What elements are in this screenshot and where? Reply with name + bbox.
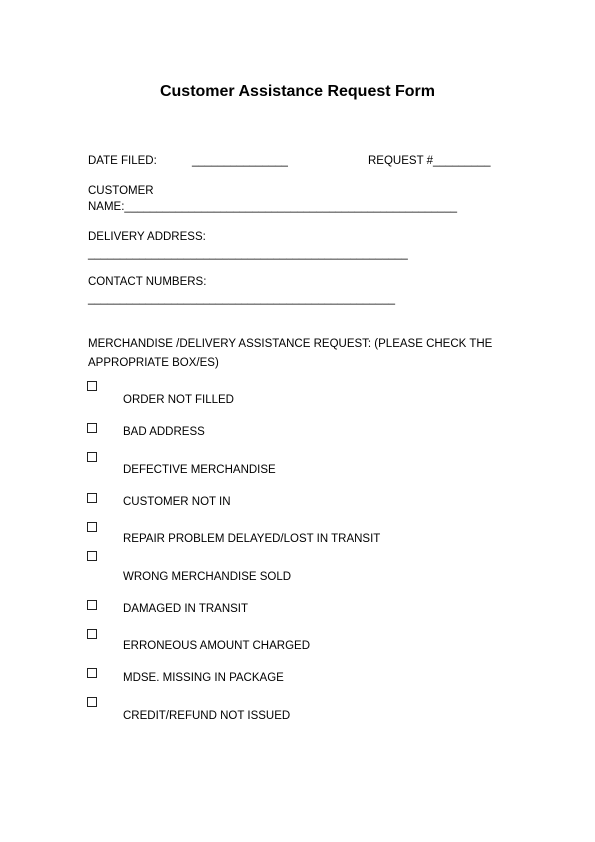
checkbox-icon[interactable] xyxy=(87,493,97,503)
option-label: WRONG MERCHANDISE SOLD xyxy=(123,571,292,583)
option-label: CUSTOMER NOT IN xyxy=(123,496,231,508)
checkbox-icon[interactable] xyxy=(87,600,97,610)
option-label: DAMAGED IN TRANSIT xyxy=(123,603,249,615)
option-label: CREDIT/REFUND NOT ISSUED xyxy=(123,710,291,722)
delivery-address-label: DELIVERY ADDRESS: xyxy=(88,231,206,243)
request-section-subheading: APPROPRIATE BOX/ES) xyxy=(88,357,219,369)
customer-name-label: CUSTOMER xyxy=(88,185,154,197)
checkbox-icon[interactable] xyxy=(87,668,97,678)
option-label: DEFECTIVE MERCHANDISE xyxy=(123,464,276,476)
option-label: ERRONEOUS AMOUNT CHARGED xyxy=(123,640,311,652)
checkbox-icon[interactable] xyxy=(87,551,97,561)
delivery-address-field[interactable]: __________________________________________________ xyxy=(88,248,408,260)
request-section-heading: MERCHANDISE /DELIVERY ASSISTANCE REQUEST: (PLEASE CHECK THE xyxy=(88,338,493,350)
customer-name-field[interactable]: NAME:____________________________________________________ xyxy=(88,201,457,213)
contact-numbers-field[interactable]: ________________________________________________ xyxy=(88,293,395,305)
option-label: MDSE. MISSING IN PACKAGE xyxy=(123,672,284,684)
request-number-field[interactable]: REQUEST #_________ xyxy=(368,155,491,167)
date-filed-blank[interactable]: _______________ xyxy=(192,155,288,167)
checkbox-icon[interactable] xyxy=(87,629,97,639)
checkbox-icon[interactable] xyxy=(87,423,97,433)
checkbox-icon[interactable] xyxy=(87,522,97,532)
checkbox-icon[interactable] xyxy=(87,452,97,462)
option-label: ORDER NOT FILLED xyxy=(123,394,234,406)
option-label: BAD ADDRESS xyxy=(123,426,205,438)
date-filed-label: DATE FILED: xyxy=(88,155,157,167)
page-title: Customer Assistance Request Form xyxy=(159,83,436,100)
contact-numbers-label: CONTACT NUMBERS: xyxy=(88,276,207,288)
option-label: REPAIR PROBLEM DELAYED/LOST IN TRANSIT xyxy=(123,533,381,545)
checkbox-icon[interactable] xyxy=(87,381,97,391)
checkbox-icon[interactable] xyxy=(87,697,97,707)
